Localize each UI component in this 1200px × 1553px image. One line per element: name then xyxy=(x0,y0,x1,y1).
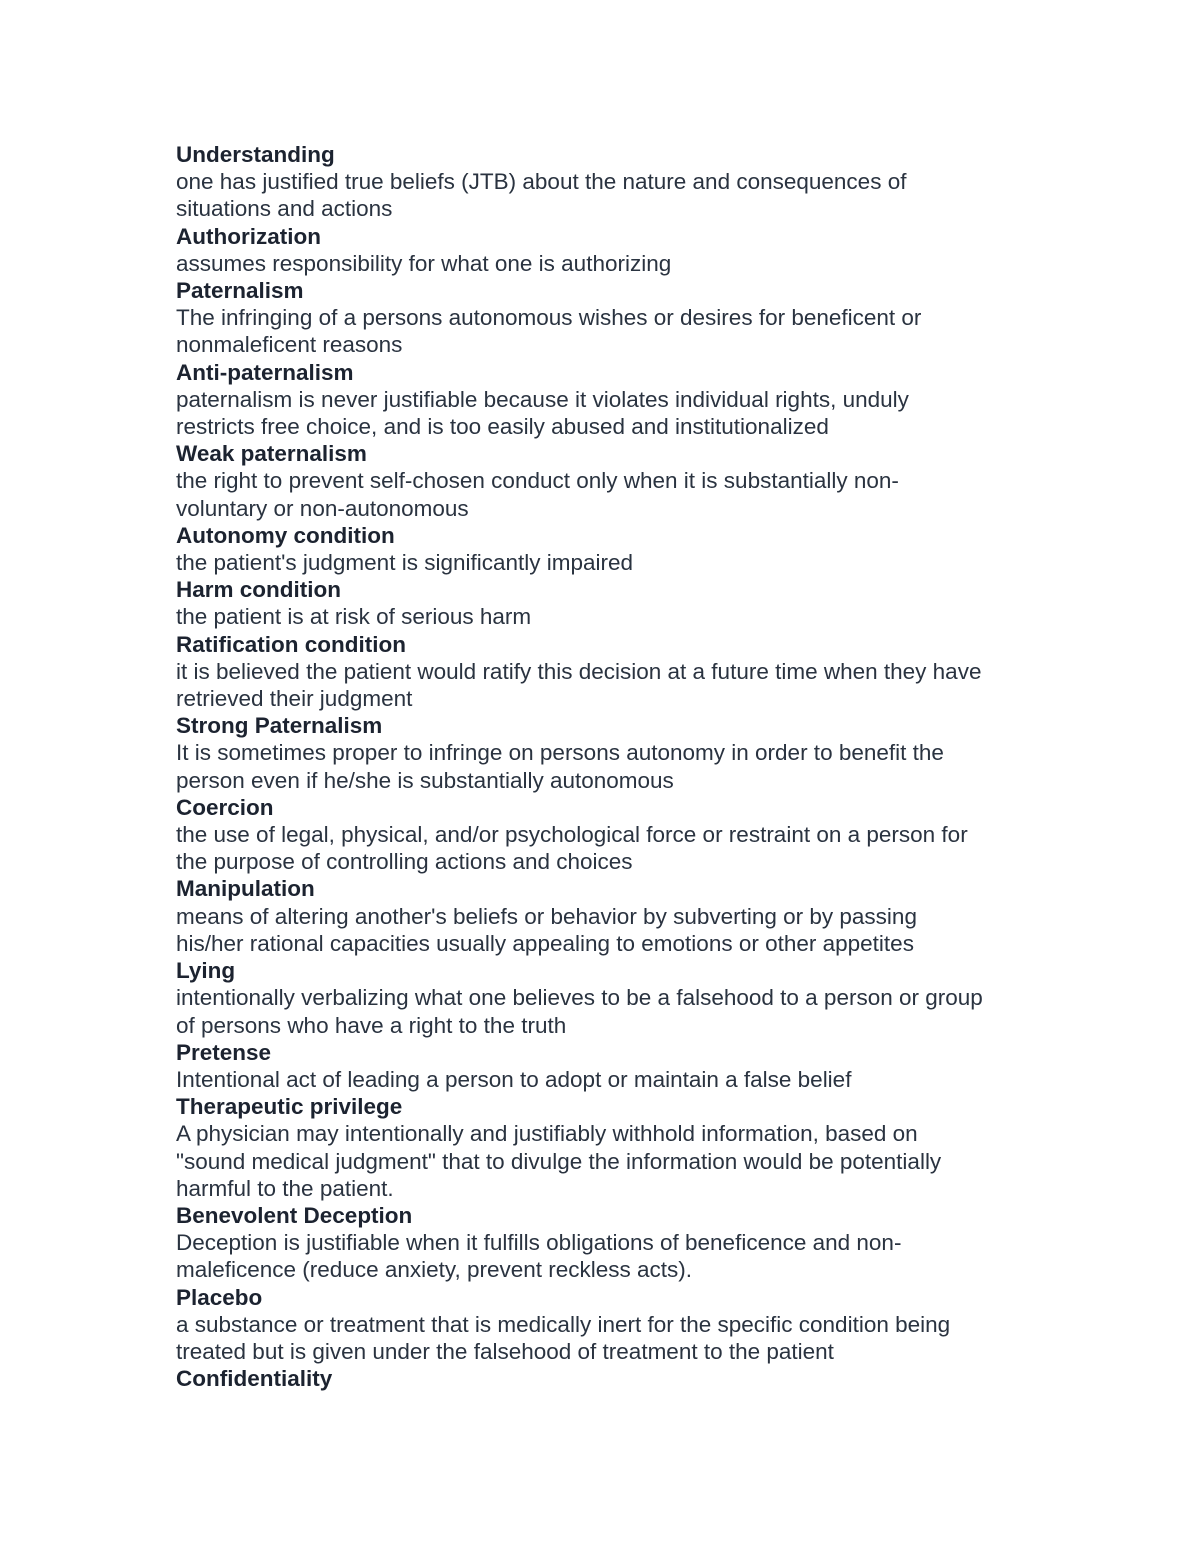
term: Placebo xyxy=(176,1284,263,1310)
term: Ratification condition xyxy=(176,631,406,657)
term: Harm condition xyxy=(176,577,342,603)
definition-line: It is sometimes proper to infringe on persons autonomy in order to benefit the xyxy=(176,740,944,766)
definition-line: restricts free choice, and is too easily abused and institutionalized xyxy=(176,414,829,440)
glossary-entry xyxy=(176,141,1036,223)
term: Coercion xyxy=(176,794,274,820)
glossary-entry xyxy=(176,277,1036,359)
glossary-entry xyxy=(176,712,1036,794)
term: Anti-paternalism xyxy=(176,359,354,385)
definition-line: of persons who have a right to the truth xyxy=(176,1012,567,1038)
definition-line: paternalism is never justifiable because it violates individual rights, unduly xyxy=(176,386,909,412)
glossary-entry xyxy=(176,1093,1036,1202)
term: Manipulation xyxy=(176,876,315,902)
definition-line: the patient's judgment is significantly impaired xyxy=(176,550,634,576)
term: Paternalism xyxy=(176,278,304,304)
glossary-entry xyxy=(176,440,1036,522)
definition-line: it is believed the patient would ratify this decision at a future time when they have xyxy=(176,658,982,684)
definition-line: nonmaleficent reasons xyxy=(176,332,403,358)
term: Therapeutic privilege xyxy=(176,1094,403,1120)
definition-line: harmful to the patient. xyxy=(176,1175,394,1201)
term: Autonomy condition xyxy=(176,522,395,548)
definition-line: A physician may intentionally and justifiably withhold information, based on xyxy=(176,1121,918,1147)
definition-line: the use of legal, physical, and/or psychological force or restraint on a person for xyxy=(176,822,968,848)
glossary-entry xyxy=(176,794,1036,876)
definition-line: intentionally verbalizing what one believes to be a falsehood to a person or group xyxy=(176,985,983,1011)
definition-line: one has justified true beliefs (JTB) about the nature and consequences of xyxy=(176,169,907,195)
term: Authorization xyxy=(176,223,321,249)
definition-line: The infringing of a persons autonomous wishes or desires for beneficent or xyxy=(176,305,922,331)
definition-line: his/her rational capacities usually appealing to emotions or other appetites xyxy=(176,930,914,956)
definition-line: means of altering another's beliefs or behavior by subverting or by passing xyxy=(176,903,917,929)
definition-line: Deception is justifiable when it fulfills obligations of beneficence and non- xyxy=(176,1230,902,1256)
glossary-entry xyxy=(176,359,1036,441)
definition-line: Intentional act of leading a person to adopt or maintain a false belief xyxy=(176,1066,852,1092)
term: Lying xyxy=(176,958,236,984)
glossary-entry xyxy=(176,957,1036,1039)
definition-line: "sound medical judgment" that to divulge the information would be potentially xyxy=(176,1148,942,1174)
definition-line: treated but is given under the falsehood of treatment to the patient xyxy=(176,1338,834,1364)
glossary-entry xyxy=(176,875,1036,957)
glossary-entry xyxy=(176,576,1036,630)
glossary-entry xyxy=(176,1284,1036,1366)
term: Strong Paternalism xyxy=(176,713,383,739)
definition-line: maleficence (reduce anxiety, prevent reckless acts). xyxy=(176,1257,693,1283)
glossary-entry xyxy=(176,1039,1036,1093)
term: Benevolent Deception xyxy=(176,1202,413,1228)
document-page xyxy=(176,141,1036,1392)
term: Pretense xyxy=(176,1039,272,1065)
definition-line: person even if he/she is substantially autonomous xyxy=(176,767,674,793)
glossary-entry xyxy=(176,522,1036,576)
definition-line: a substance or treatment that is medically inert for the specific condition being xyxy=(176,1311,951,1337)
glossary-entry xyxy=(176,631,1036,713)
glossary-entry xyxy=(176,1202,1036,1284)
term: Confidentiality xyxy=(176,1366,333,1392)
definition-line: the right to prevent self-chosen conduct only when it is substantially non- xyxy=(176,468,899,494)
term: Understanding xyxy=(176,142,335,167)
glossary-entry xyxy=(176,1365,1036,1392)
glossary-entry xyxy=(176,223,1036,277)
definition-line: the patient is at risk of serious harm xyxy=(176,604,532,630)
term: Weak paternalism xyxy=(176,441,367,467)
definition-line: the purpose of controlling actions and choices xyxy=(176,849,633,875)
definition-line: voluntary or non-autonomous xyxy=(176,495,469,521)
definition-line: assumes responsibility for what one is authorizing xyxy=(176,250,672,276)
definition-line: situations and actions xyxy=(176,196,393,222)
definition-line: retrieved their judgment xyxy=(176,686,413,712)
